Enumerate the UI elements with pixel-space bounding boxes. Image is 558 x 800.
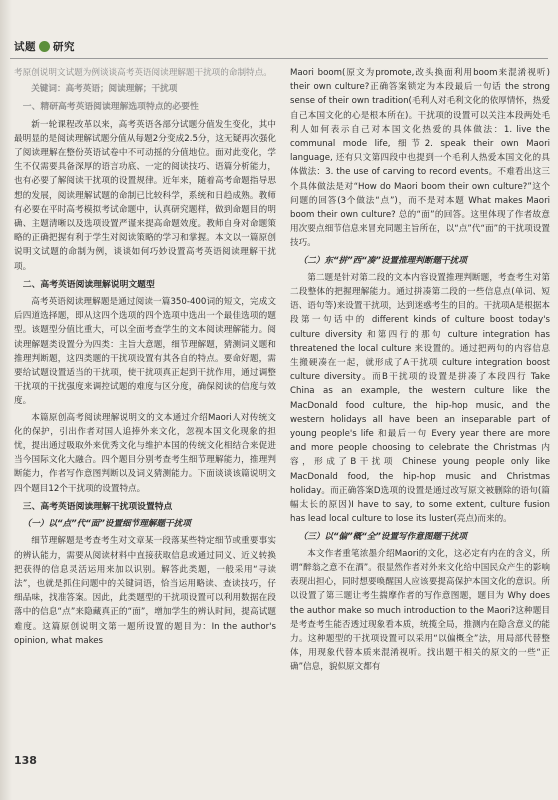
page-number: 138 [14, 754, 37, 767]
paragraph: 第二题是针对第二段的文本内容设置推理判断题，考查考生对第二段整体的把握理解能力。通过拼凑第二段的一些信息点(单词、短语、语句等)来设置干扰项，达到迷惑考生的目的。干扰项A是根据本段第一句话中的 different kinds of culture boost today's culture diversity 和第四行的那句 culture integration has threatened the local culture 来设置的。通过把两句的内容信息生搬硬凑在一起，就形成了A干扰项 culture integration boost culture diversity。而B干扰项的设置是拼凑了本段四行 Take China as an example, the western culture like the MacDonald food culture, the hip-hop music, and the western holidays all have been an inseparable part of young people's life 和最后一句 Every year there are more and more people choosing to celebrate the Christmas 内容，形成了B干扰项 Chinese young people only like MacDonald food, the hip-hop music and Christmas holiday。而正确答案D选项的设置是通过改写原文被删除的语句(篇幅太长的原因)I have to say, to some extent, culture fusion has lead local culture to lose its luster(亮点)而来的。 [290, 272, 550, 525]
left-column [14, 66, 276, 650]
section-heading-1: 一、精研高考英语阅读理解选项特点的必要性 [22, 102, 199, 113]
subsection-heading-1: （一）以“点”代“面”设置细节理解题干扰项 [22, 519, 191, 530]
section-heading-3: 三、高考英语阅读理解干扰项设置特点 [22, 501, 173, 512]
right-column [290, 66, 550, 677]
section-heading-2: 二、高考英语阅读理解说明文题型 [22, 279, 155, 290]
paragraph: 高考英语阅读理解题是通过阅读一篇350-400词的短文，完成文后四道选择题，即从这四个选项的四个选项中选出一个最佳选项的题型。该题型分值比重大，可以全面考查学生的文本阅读理解能力。阅读理解题类设置分为四类：主旨大意题，细节理解题，猜测词义题和推理判断题，这四类题的干扰项设置有其各自的特点。要命好题，需要给试题设置适当的干扰项，使干扰项真正起到干扰作用，通过调整干扰项的干扰强度来调控试题的难度与区分度，确保阅读的信度与效度。 [14, 297, 276, 407]
paragraph: 本文作者重笔浓墨介绍Maori的文化，这必定有内在的含义，所谓“醉翁之意不在酒”。很显然作者对外来文化给中国民众产生的影响表现出担心，同时想要唤醒国人应该要提高保护本国文化的意识。所以设置了第三题让考生揣摩作者的写作意图题，题目为 Why does the author make so much introduction to the Maori?这种题目是考查考生能否透过现象看本质，统揽全局，推测内在隐含意义的能力。这种题型的干扰项设置可以采用“以偏概全”法，用局部代替整体，用现象代替本质来混淆视听。找出题干相关的原文的一些“正确”信息，貌似原文都有 [290, 548, 550, 673]
paragraph: 细节理解题是考查考生对文章某一段落某些特定细节或重要事实的辨认能力，需要从阅读材料中直接获取信息或通过同义、近义转换把获得的信息灵活运用来加以识别。解答此类题，一般采用“寻读法”，也就是抓住问题中的关键词语，恰当运用略读、查读技巧，仔细品味，找准答案。因此，此类题型的干扰项设置可以利用数据在段落中的信息“点”来隐藏真正的“面”，增加学生的辨认时间，提高试题难度。这篇原创说明文第一题所设置的题目为：In the author's opinion, what makes [14, 536, 276, 646]
intro-text: 考原创说明文试题为例谈谈高考英语阅读理解题干扰项的命制特点。 [14, 68, 272, 78]
keywords: 关键词：高考英语；阅读理解；干扰项 [31, 84, 178, 95]
subsection-heading-2: （二）东“拼”西“凑”设置推理判断题干扰项 [298, 255, 467, 266]
subsection-heading-3: （三）以“偏”概“全”设置写作意图题干扰项 [298, 531, 467, 542]
journal-logo-icon [39, 41, 50, 52]
paragraph: 新一轮课程改革以来，高考英语各部分试题分值发生变化，其中最明显的是阅读理解试题分值从每题2分变成2.5分，这无疑再次强化了阅读理解在整份英语试卷中不可动摇的分值地位。面对此变化，学生不仅需要具备深厚的语言功底、一定的阅读技巧、语篇分析能力，也有必要了解阅读干扰项的设置规律。近年来，随着高考命题指导思想的发展，阅读理解试题的命制已比较科学，系统和日趋成熟。教师有必要在平时高考模拟考试命题中，认真研究题样，做到命题目的明确、主题清晰以及选项设置严谨来提高命题效度。教师自身对命题策略的正确把握有利于学生对阅读策略的学习和掌握。本文以一篇原创说明文试题的命制为例，谈谈如何巧妙设置高考英语阅读理解干扰项。 [14, 119, 276, 272]
paragraph: Maori boom(原文为promote,改头换面利用boom来混淆视听) their own culture?正确答案锁定为本段最后一句话 the strong sense of their own tradition(毛利人对毛利文化的依厚情怀，热爱自己本国文化的心是根本所在)。干扰项的设置可以关注本段两处毛利人如何表示自己对本国文化热爱的具体做法：1. live the communal mode life, 细节2. speak their own Maori language, 还有只文第四段中也提到一个毛利人热爱本国文化的具体做法：3. the use of carving to record events。不难看出这三个具体做法是对“How do Maori boom their own culture?”这个问题的回答(3个做法“点”)，而不是对本题 What makes Maori boom their own culture? 总的“面”的回答。这里体现了作者故意用次要点细节信息来冒充同题主旨所在，以“点”代“面”的干扰项设置技巧。 [290, 68, 550, 249]
page-header [14, 38, 75, 54]
page-fold-shadow [0, 0, 12, 800]
header-divider [10, 58, 548, 59]
paragraph: 本篇原创高考阅读理解说明文的文本通过介绍Maori人对传统文化的保护，引出作者对国人追捧外来文化，忽视本国文化现象的担忧，提出通过吸取外来优秀文化与维护本国的传统文化相结合来促进当今国际文化大融合。四个题目分别考查考生细节理解能力，推理判断能力，作者写作意图判断以及词义猜测能力。下面谈谈该篇说明文四个题目12个干扰项的设置特点。 [14, 412, 276, 494]
header-title-part-b: 研究 [53, 40, 75, 53]
header-title-part-a: 试题 [14, 40, 36, 53]
